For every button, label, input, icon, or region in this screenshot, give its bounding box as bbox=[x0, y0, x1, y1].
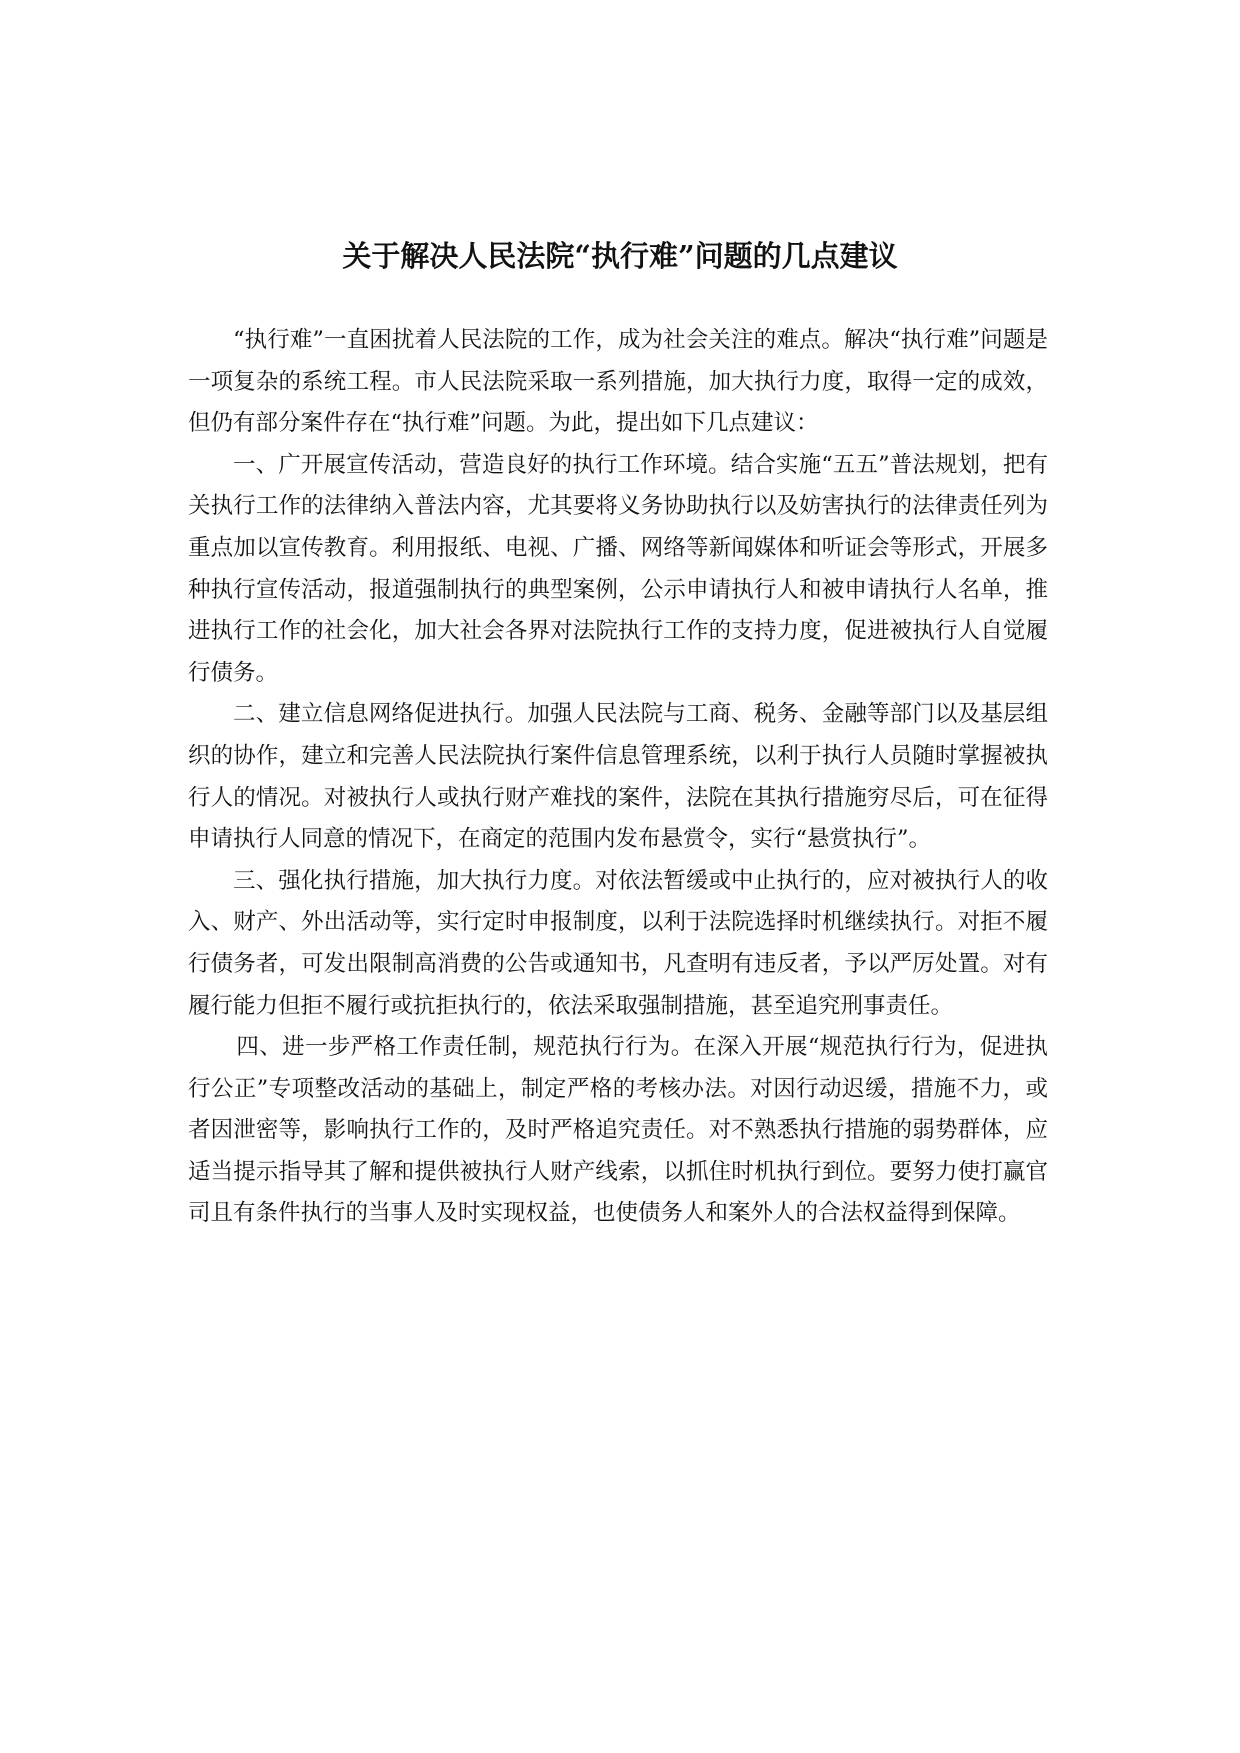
suggestion-paragraph-1: 一、广开展宣传活动，营造良好的执行工作环境。结合实施“五五”普法规划，把有关执行工作的法律纳入普法内容，尤其要将义务协助执行以及妨害执行的法律责任列为重点加以宣传教育。利用报纸、电视、广播、网络等新闻媒体和听证会等形式，开展多种执行宣传活动，报道强制执行的典型案例，公示申请执行人和被申请执行人名单，推进执行工作的社会化，加大社会各界对法院执行工作的支持力度，促进被执行人自觉履行债务。 bbox=[188, 451, 1048, 686]
suggestion-paragraph-2: 二、建立信息网络促进执行。加强人民法院与工商、税务、金融等部门以及基层组织的协作，建立和完善人民法院执行案件信息管理系统，以利于执行人员随时掌握被执行人的情况。对被执行人或执行财产难找的案件，法院在其执行措施穷尽后，可在征得申请执行人同意的情况下，在商定的范围内发布悬赏令，实行“悬赏执行”。 bbox=[188, 701, 1048, 853]
suggestion-paragraph-4: 四、进一步严格工作责任制，规范执行行为。在深入开展“规范执行行为，促进执行公正”专项整改活动的基础上，制定严格的考核办法。对因行动迟缓，措施不力，或者因泄密等，影响执行工作的，及时严格追究责任。对不熟悉执行措施的弱势群体，应适当提示指导其了解和提供被执行人财产线索，以抓住时机执行到位。要努力使打赢官司且有条件执行的当事人及时实现权益，也使债务人和案外人的合法权益得到保障。 bbox=[188, 1034, 1048, 1227]
suggestion-paragraph-3: 三、强化执行措施，加大执行力度。对依法暂缓或中止执行的，应对被执行人的收入、财产、外出活动等，实行定时申报制度，以利于法院选择时机继续执行。对拒不履行债务者，可发出限制高消费的公告或通知书，凡查明有违反者，予以严厉处置。对有履行能力但拒不履行或抗拒执行的，依法采取强制措施，甚至追究刑事责任。 bbox=[188, 867, 1048, 1019]
intro-paragraph: “执行难”一直困扰着人民法院的工作，成为社会关注的难点。解决“执行难”问题是一项复杂的系统工程。市人民法院采取一系列措施，加大执行力度，取得一定的成效，但仍有部分案件存在“执行难”问题。为此，提出如下几点建议： bbox=[188, 327, 1048, 437]
document-body bbox=[188, 320, 1048, 1235]
page-title: 关于解决人民法院“执行难”问题的几点建议 bbox=[342, 239, 898, 273]
